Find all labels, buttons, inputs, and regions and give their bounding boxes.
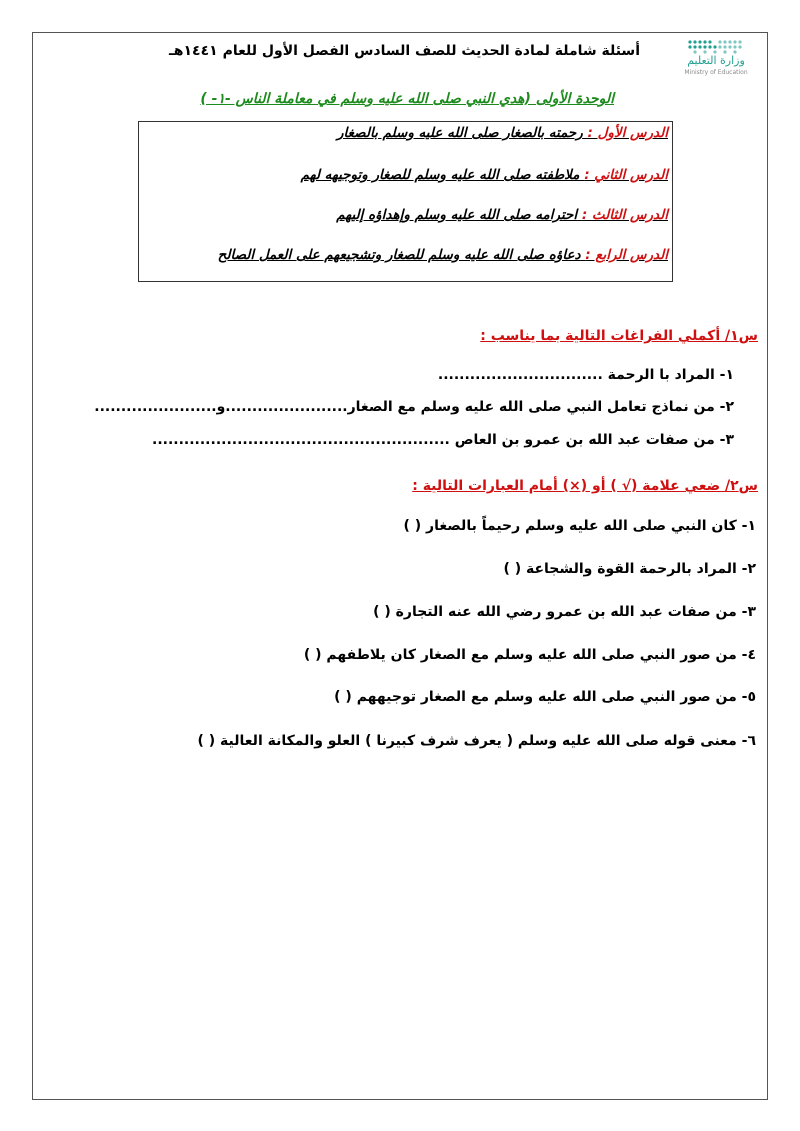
unit-title: الوحدة الأولى (هدي النبي صلى الله عليه وسلم في معاملة الناس -١- ) [200,91,614,107]
question-1-heading: س١/ أكملي الفراغات التالية بما يناسب : [480,328,758,344]
q2-item-2: ٢- المراد بالرحمة القوة والشجاعة ( ) [503,561,756,577]
lesson-text: دعاؤه صلى الله عليه وسلم للصغار وتشجيعهم على العمل الصالح [217,247,581,263]
logo-dots-icon [686,38,746,54]
lesson-text: ملاطفته صلى الله عليه وسلم للصغار وتوجيهه لهم [300,167,580,183]
page-title: أسئلة شاملة لمادة الحديث للصف السادس الفصل الأول للعام ١٤٤١هـ [169,43,640,59]
q2-item-6: ٦- معنى قوله صلى الله عليه وسلم ( يعرف شرف كبيرنا ) العلو والمكانة العالية ( ) [197,733,756,749]
q2-item-1: ١- كان النبي صلى الله عليه وسلم رحيماً بالصغار ( ) [403,518,756,534]
lesson-label: الدرس الثاني : [584,167,668,183]
q2-item-3: ٣- من صفات عبد الله بن عمرو رضي الله عنه التجارة ( ) [373,604,756,620]
lesson-4 [218,247,668,263]
lesson-3 [336,207,668,223]
question-2-heading: س٢/ ضعي علامة (√ ) أو (×) أمام العبارات التالية : [412,478,758,494]
lessons-box [138,121,673,282]
q2-item-5: ٥- من صور النبي صلى الله عليه وسلم مع الصغار توجيههم ( ) [334,689,756,705]
logo-subtext: Ministry of Education [684,69,748,76]
lesson-label: الدرس الثالث : [581,207,668,223]
q1-item-2: ٢- من نماذج تعامل النبي صلى الله عليه وسلم مع الصغار.......................و....................... [94,399,734,415]
lesson-2 [301,167,668,183]
lesson-1 [337,125,668,141]
lesson-text: رحمته بالصغار صلى الله عليه وسلم بالصغار [337,125,583,141]
q1-item-3: ٣- من صفات عبد الله بن عمرو بن العاص ........................................................ [152,432,734,448]
q1-item-1: ١- المراد با الرحمة ............................... [437,367,734,383]
lesson-text: احترامه صلى الله عليه وسلم وإهداؤه إليهم [336,207,578,223]
lesson-label: الدرس الرابع : [585,247,668,263]
logo-text: وزارة التعليم [687,54,745,67]
lesson-label: الدرس الأول : [587,125,668,141]
ministry-logo [676,38,756,82]
q2-item-4: ٤- من صور النبي صلى الله عليه وسلم مع الصغار كان يلاطفهم ( ) [303,647,756,663]
